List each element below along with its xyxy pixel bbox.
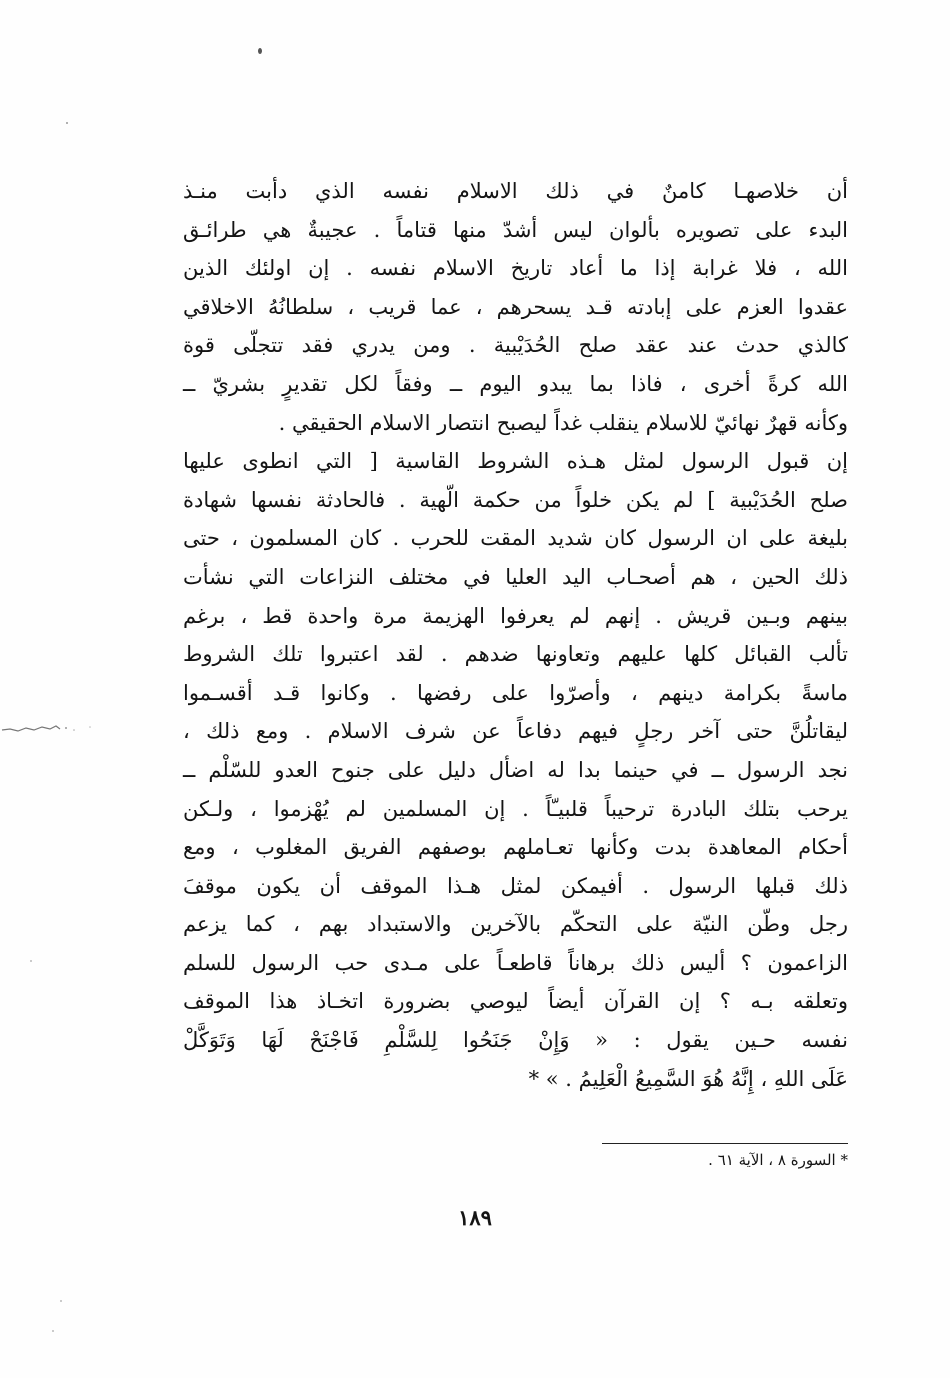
text-line: نجد الرسول ــ في حينما بدا له اضأل دليل على جنوح العدو للسّلْم ــ	[183, 757, 848, 782]
text-line: ليقاتلُنَّ حتى آخر رجلٍ فيهم دفاعاً عن شرف الاسلام . ومع ذلك ،	[183, 719, 848, 744]
text-line: ذلك قبلها الرسول . أفيمكن لمثل هـذا الموقف أن يكون موقفَ	[183, 873, 848, 898]
text-line: البدء على تصويره بألوان ليس أشدّ منها قتاماً . عجيبةٌ هي طرائـق	[183, 217, 848, 242]
text-line: رجل وطّن النيّة على التحكّم بالآخرين والاستبداد بهم ، كما يزعم	[183, 912, 848, 937]
text-line: بليغة على ان الرسول كان شديد المقت للحرب . كان المسلمون ، حتى	[183, 526, 848, 551]
text-line: ماسةً بكرامة دينهم ، وأصرّوا على رفضها . وكانوا قـد أقسـموا	[183, 680, 848, 705]
footnote-divider	[602, 1143, 848, 1144]
text-line: عَلَى اللهِ ، إِنَّهُ هُوَ السَّمِيعُ الْعَلِيمُ . » *	[528, 1066, 848, 1091]
text-line: ذلك الحين ، هم أصحـاب اليد العليا في مختلف النزاعات التي نشأت	[183, 564, 848, 589]
text-line: الله كرةً أخرى ، فاذا بما يبدو اليوم ــ وفقاً لكل تقديرٍ بشريّ ــ	[183, 371, 848, 396]
text-line: تألب القبائل كلها عليهم وتعاونها ضدهم . لقد اعتبروا تلك الشروط	[183, 642, 848, 667]
scan-speck	[258, 48, 262, 54]
scan-speck	[60, 1300, 62, 1302]
text-line: أن خلاصهـا كامنٌ في ذلك الاسلام نفسه الذي دأبت منـذ	[183, 179, 848, 203]
text-line: نفسه حـين يقول : « وَإِنْ جَنَحُوا لِلسَّلْمِ فَاجْنَحْ لَهَا وَتَوَكَّلْ	[183, 1028, 848, 1053]
scan-speck	[30, 960, 32, 962]
scan-speck	[66, 122, 68, 124]
page-number: ١٨٩	[458, 1205, 492, 1230]
scan-speck	[52, 1330, 54, 1332]
text-line: بينهم وبـين قريش . إنهم لم يعرفوا الهزيمة مرة واحدة قط ، برغم	[183, 603, 848, 628]
footnote: * السورة ٨ ، الآية ٦١ .	[708, 1151, 848, 1169]
scan-noise-mark	[0, 722, 100, 736]
body-text	[183, 172, 848, 1098]
text-line: الله ، فلا غرابة إذا ما أعاد تاريخ الاسلام نفسه . إن اولئك الذين	[183, 256, 848, 281]
text-line: عقدوا العزم على إبادته قـد يسحرهم ، عما قريب ، سلطانُهُ الاخلاقي	[183, 294, 848, 319]
text-line: وتعلقه بـه ؟ إن القرآن أيضاً ليوصي بضرورة اتخـاذ هذا الموقف	[183, 989, 848, 1014]
text-line: أحكام المعاهدة بدت وكأنها تعـاملهم بوصفهم الفريق المغلوب ، ومع	[183, 835, 848, 860]
text-line: إن قبول الرسول لمثل هـذه الشروط القاسية [ التي انطوى عليها	[183, 449, 848, 474]
text-line: وكأنه قهرٌ نهائيّ للاسلام ينقلب غداً ليصبح انتصار الاسلام الحقيقي .	[278, 410, 848, 435]
text-line: صلح الحُدَيْبية ] لم يكن خلواً من حكمة الّهية . فالحادثة نفسها شهادة	[183, 487, 848, 512]
text-line: كالذي حدث عند عقد صلح الحُدَيْبية . ومن يدري فقد تتجلّى قوة	[183, 333, 848, 358]
text-line: الزاعمون ؟ أليس ذلك برهاناً قاطعـاً على مـدى حب الرسول للسلم	[183, 950, 848, 975]
text-line: يرحب بتلك البادرة ترحيباً قلبيـّاً . إن المسلمين لم يُهْزموا ، ولـكن	[183, 796, 848, 821]
